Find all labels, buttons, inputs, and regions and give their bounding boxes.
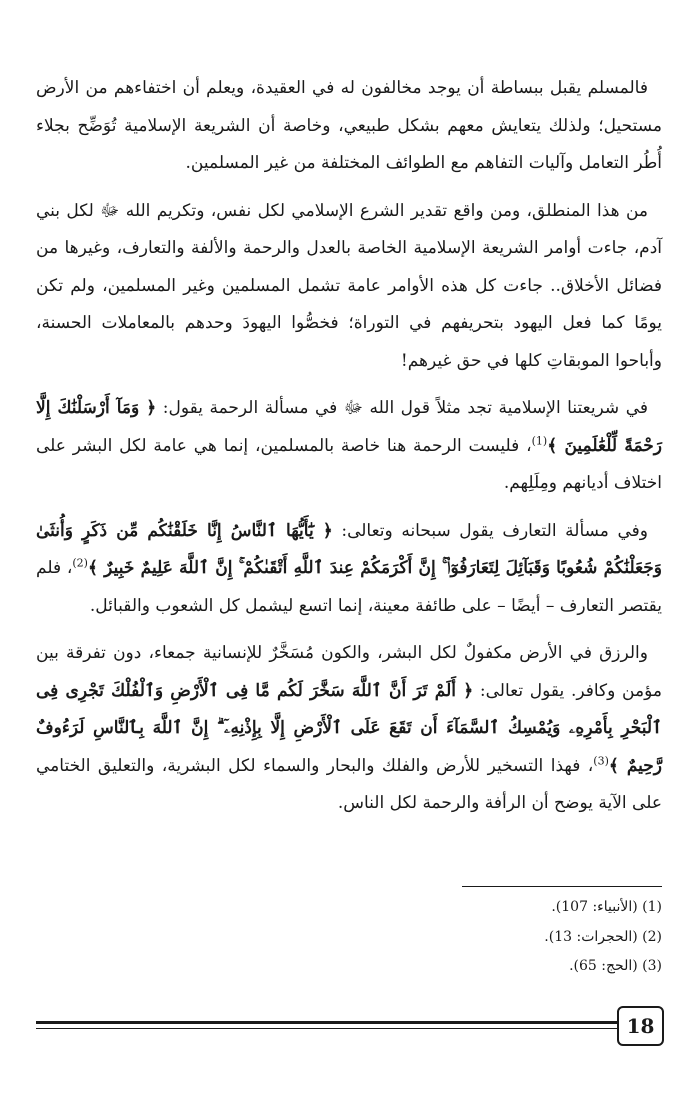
footer-rule-thin: [36, 1028, 617, 1029]
quran-verse-2: ﴿ يَٰٓأَيُّهَا ٱلنَّاسُ إِنَّا خَلَقْنَٰكُم مِّن ذَكَرٍ وَأُنثَىٰ وَجَعَلْنَٰكُمْ شُعُوبًا وَقَبَآئِلَ لِتَعَارَفُوٓا۟ ۚ إِنَّ أَكْرَمَكُمْ عِندَ ٱللَّهِ أَتْقَىٰكُمْ ۚ إِنَّ ٱللَّهَ عَلِيمٌ خَبِيرٌ ﴾: [36, 520, 662, 578]
footnote-2: (2) (الحجرات: 13).: [544, 928, 662, 945]
main-text: [36, 70, 662, 833]
quran-verse-3: ﴿ أَلَمْ تَرَ أَنَّ ٱللَّهَ سَخَّرَ لَكُم مَّا فِى ٱلْأَرْضِ وَٱلْفُلْكَ تَجْرِى فِى ٱلْبَحْرِ بِأَمْرِهِۦ وَيُمْسِكُ ٱلسَّمَآءَ أَن تَقَعَ عَلَى ٱلْأَرْضِ إِلَّا بِإِذْنِهِۦٓ ۗ إِنَّ ٱللَّهَ بِٱلنَّاسِ لَرَءُوفٌ رَّحِيمٌ ﴾: [36, 680, 662, 776]
quran-verse-1: ﴿ وَمَآ أَرْسَلْنَٰكَ إِلَّا رَحْمَةً لِّلْعَٰلَمِينَ ﴾: [36, 398, 662, 456]
footer-rule-thick: [36, 1021, 617, 1024]
paragraph-4: [36, 513, 662, 626]
paragraph-3: [36, 390, 662, 503]
paragraph-1: فالمسلم يقبل ببساطة أن يوجد مخالفون له في العقيدة، ويعلم أن اختفاءهم من الأرض مستحيل؛ ولذلك يتعايش معهم بشكل طبيعي، وخاصة أن الشريعة الإسلامية تُوَضِّح بجلاء أُطُر التعامل وآليات التفاهم مع الطوائف المختلفة من غير المسلمين.: [36, 78, 662, 173]
paragraph-3-rest: ، فليست الرحمة هنا خاصة بالمسلمين، إنما هي عامة لكل البشر على اختلاف أديانهم ومِلَلِهم.: [36, 435, 662, 493]
paragraph-5-rest: ، فهذا التسخير للأرض والفلك والبحار والسماء لكل البشرية، والتعليق الختامي على الآية يوضح أن الرأفة والرحمة لكل الناس.: [36, 755, 662, 813]
footnotes: [36, 893, 662, 982]
footnote-ref-1: (1): [531, 433, 548, 447]
footnote-ref-2: (2): [72, 556, 88, 570]
paragraph-2: من هذا المنطلق، ومن واقع تقدير الشرع الإسلامي لكل نفس، وتكريم الله ﷻ لكل بني آدم، جاءت أوامر الشريعة الإسلامية الخاصة بالعدل والرحمة والألفة والتعارف، وغيرها من فضائل الأخلاق.. جاءت كل هذه الأوامر عامة تشمل المسلمين وغير المسلمين، ولم تكن يومًا كما فعل اليهود بتحريفهم في التوراة؛ فخصُّوا اليهودَ وحدهم بالمعاملات الحسنة، وأباحوا الموبقاتِ كلها في حق غيرهم!: [36, 200, 662, 371]
footnote-ref-3: (3): [593, 753, 609, 767]
paragraph-5: [36, 635, 662, 823]
paragraph-5-intro: والرزق في الأرض مكفولٌ لكل البشر، والكون مُسَخَّرٌ للإنسانية جمعاء، دون تفرقة بين مؤمن وكافر. يقول تعالى:: [36, 643, 662, 701]
paragraph-4-intro: وفي مسألة التعارف يقول سبحانه وتعالى:: [332, 520, 648, 541]
paragraph-3-intro: في شريعتنا الإسلامية تجد مثلاً قول الله ﷻ في مسألة الرحمة يقول:: [156, 398, 648, 418]
footnote-divider: [462, 886, 662, 887]
footnote-3: (3) (الحج: 65).: [569, 958, 662, 974]
footnote-1: (1) (الأنبياء: 107).: [551, 899, 662, 915]
paragraph-4-rest: ، فلم يقتصر التعارف – أيضًا – على طائفة معينة، إنما اتسع ليشمل كل الشعوب والقبائل.: [36, 558, 662, 616]
page-number: 18: [617, 1006, 664, 1046]
